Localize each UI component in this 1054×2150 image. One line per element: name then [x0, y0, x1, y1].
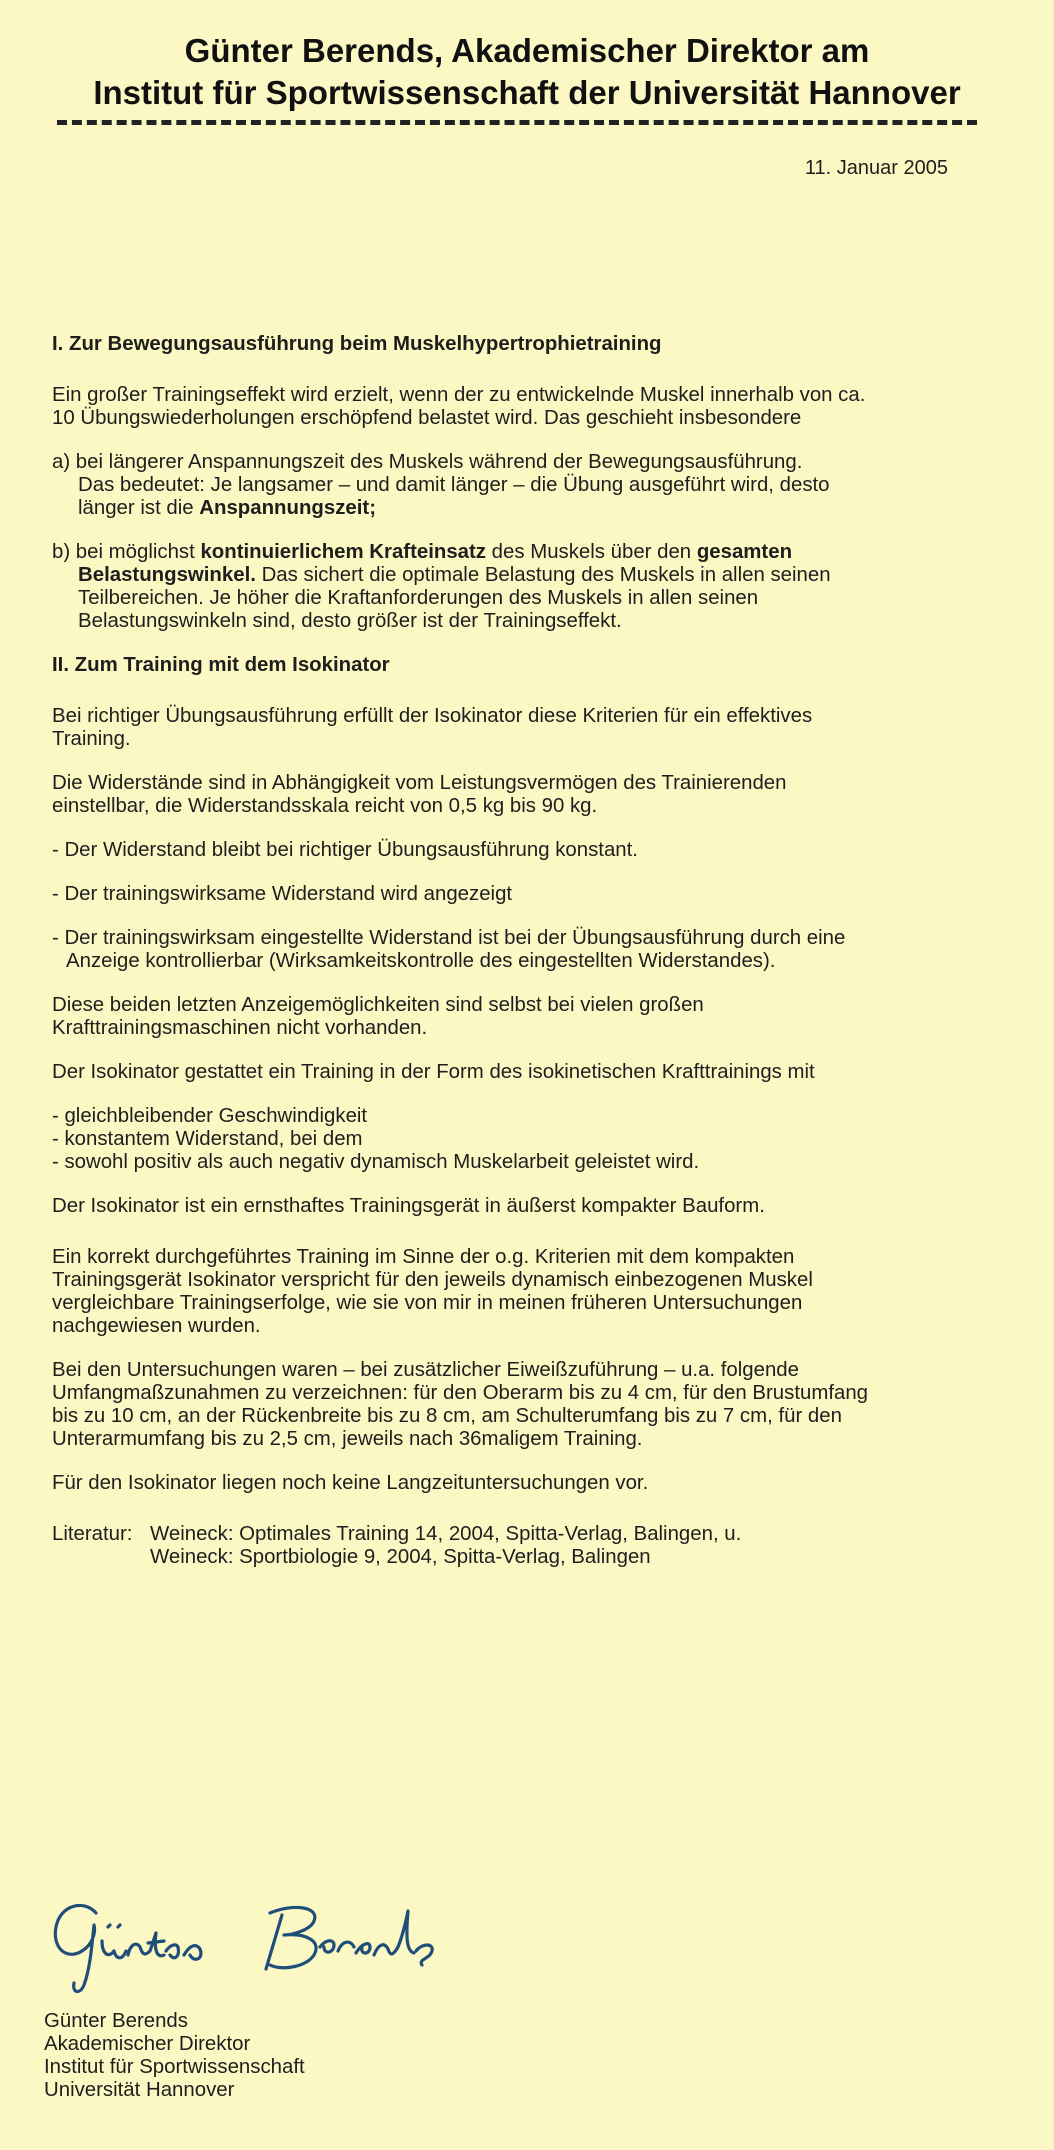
criteria-list	[52, 1105, 1002, 1174]
signature-stroke	[55, 1905, 96, 1991]
point-b-text-1: b) bei möglichst	[52, 541, 201, 563]
bullet-3	[52, 927, 1002, 973]
list-item: - konstantem Widerstand, bei dem	[52, 1128, 363, 1150]
point-a-line-1: a) bei längerer Anspannungszeit des Muskels während der Bewegungsausführung.	[52, 451, 803, 473]
point-b-bold-3: Belastungswinkel.	[78, 564, 256, 586]
letterhead-line-2: Institut für Sportwissenschaft der Universität Hannover	[93, 74, 961, 111]
signature-graphic	[44, 1885, 564, 2005]
closing-university: Universität Hannover	[44, 2079, 235, 2101]
bullet-3-line-2: Anzeige kontrollierbar (Wirksamkeitskontrolle des eingestellten Widerstandes).	[66, 950, 776, 972]
letter-body	[52, 333, 1002, 1569]
point-a	[52, 451, 1002, 520]
p6-line-1: Ein korrekt durchgeführtes Training im Sinne der o.g. Kriterien mit dem kompakten	[52, 1246, 795, 1268]
letterhead-line-1: Günter Berends, Akademischer Direktor am	[184, 32, 870, 69]
p1-line-2: Training.	[52, 728, 131, 750]
bullet-2: - Der trainingswirksame Widerstand wird angezeigt	[52, 883, 513, 905]
signature-stroke	[166, 1945, 201, 1959]
section-2-p5: Der Isokinator ist ein ernsthaftes Trainingsgerät in äußerst kompakter Bauform.	[52, 1195, 765, 1217]
list-item: - gleichbleibender Geschwindigkeit	[52, 1105, 368, 1127]
dashed-divider	[57, 120, 977, 125]
signature-stroke	[266, 1907, 316, 1969]
p6-line-2: Trainingsgerät Isokinator verspricht für den jeweils dynamisch einbezogenen Muskel	[52, 1269, 813, 1291]
signature-stroke	[128, 1933, 164, 1956]
intro-line-1: Ein großer Trainingseffekt wird erzielt, wenn der zu entwickelnde Muskel innerhalb von ca.	[52, 384, 866, 406]
handwritten-signature	[44, 1885, 564, 2010]
section-2-p3	[52, 994, 1002, 1040]
p2-line-1: Die Widerstände sind in Abhängigkeit vom Leistungsvermögen des Trainierenden	[52, 772, 787, 794]
p3-line-1: Diese beiden letzten Anzeigemöglichkeiten sind selbst bei vielen großen	[52, 994, 704, 1016]
point-b-bold-1: kontinuierlichem Krafteinsatz	[200, 541, 486, 563]
point-b-line-2	[52, 564, 831, 586]
p7-line-3: bis zu 10 cm, an der Rückenbreite bis zu 8 cm, am Schulterumfang bis zu 7 cm, für den	[52, 1405, 842, 1427]
literature-entries	[150, 1523, 741, 1569]
point-a-line-3-text: länger ist die	[78, 497, 200, 519]
point-a-line-3	[52, 497, 376, 519]
section-2-p8: Für den Isokinator liegen noch keine Langzeituntersuchungen vor.	[52, 1472, 649, 1494]
point-b-line-1	[52, 541, 792, 563]
p6-line-4: nachgewiesen wurden.	[52, 1315, 261, 1337]
section-2-p6	[52, 1246, 1002, 1338]
section-2-heading: II. Zum Training mit dem Isokinator	[52, 654, 390, 676]
p7-line-1: Bei den Untersuchungen waren – bei zusätzlicher Eiweißzuführung – u.a. folgende	[52, 1359, 799, 1381]
letterhead	[0, 30, 1054, 114]
bullet-3-line-1: - Der trainingswirksam eingestellte Widerstand ist bei der Übungsausführung durch eine	[52, 927, 846, 949]
p7-line-4: Unterarmumfang bis zu 2,5 cm, jeweils nach 36maligem Training.	[52, 1428, 643, 1450]
section-1-intro	[52, 384, 1002, 430]
closing-institute: Institut für Sportwissenschaft	[44, 2056, 305, 2078]
section-2-p7	[52, 1359, 1002, 1451]
section-1-heading: I. Zur Bewegungsausführung beim Muskelhypertrophietraining	[52, 333, 662, 355]
p6-line-3: vergleichbare Trainingserfolge, wie sie von mir in meinen früheren Untersuchungen	[52, 1292, 803, 1314]
point-b-text-2: des Muskels über den	[486, 541, 697, 563]
literature	[52, 1523, 1002, 1569]
signature-stroke	[108, 1925, 120, 1927]
point-b-line-4: Belastungswinkeln sind, desto größer ist der Trainingseffekt.	[78, 610, 622, 632]
point-b-line-3: Teilbereichen. Je höher die Kraftanforderungen des Muskels in allen seinen	[78, 587, 759, 609]
signature-stroke	[102, 1941, 126, 1958]
point-b-text-3: Das sichert die optimale Belastung des Muskels in allen seinen	[255, 564, 831, 586]
p3-line-2: Krafttrainingsmaschinen nicht vorhanden.	[52, 1017, 428, 1039]
point-a-line-2: Das bedeutet: Je langsamer – und damit länger – die Übung ausgeführt wird, desto	[78, 474, 830, 496]
literature-label: Literatur:	[52, 1523, 133, 1545]
bullet-1: - Der Widerstand bleibt bei richtiger Übungsausführung konstant.	[52, 839, 638, 861]
point-a-bold: Anspannungszeit;	[199, 497, 376, 519]
closing-title: Akademischer Direktor	[44, 2033, 251, 2055]
letter-date: 11. Januar 2005	[804, 157, 948, 179]
p2-line-2: einstellbar, die Widerstandsskala reicht von 0,5 kg bis 90 kg.	[52, 795, 598, 817]
list-item: - sowohl positiv als auch negativ dynamisch Muskelarbeit geleistet wird.	[52, 1151, 700, 1173]
point-b-bold-2: gesamten	[696, 541, 793, 563]
literature-entry: Weineck: Optimales Training 14, 2004, Spitta-Verlag, Balingen, u.	[150, 1523, 742, 1545]
signature-stroke	[320, 1911, 432, 1965]
p1-line-1: Bei richtiger Übungsausführung erfüllt der Isokinator diese Kriterien für ein effektives	[52, 705, 813, 727]
section-2-p1	[52, 705, 1002, 751]
point-b	[52, 541, 1002, 633]
literature-entry: Weineck: Sportbiologie 9, 2004, Spitta-Verlag, Balingen	[150, 1546, 651, 1568]
section-2-p2	[52, 772, 1002, 818]
p7-line-2: Umfangmaßzunahmen zu verzeichnen: für den Oberarm bis zu 4 cm, für den Brustumfang	[52, 1382, 869, 1404]
section-2-p4: Der Isokinator gestattet ein Training in der Form des isokinetischen Krafttrainings mit	[52, 1061, 815, 1083]
closing-block	[44, 2010, 305, 2102]
intro-line-2: 10 Übungswiederholungen erschöpfend belastet wird. Das geschieht insbesondere	[52, 407, 802, 429]
closing-name: Günter Berends	[44, 2010, 188, 2032]
